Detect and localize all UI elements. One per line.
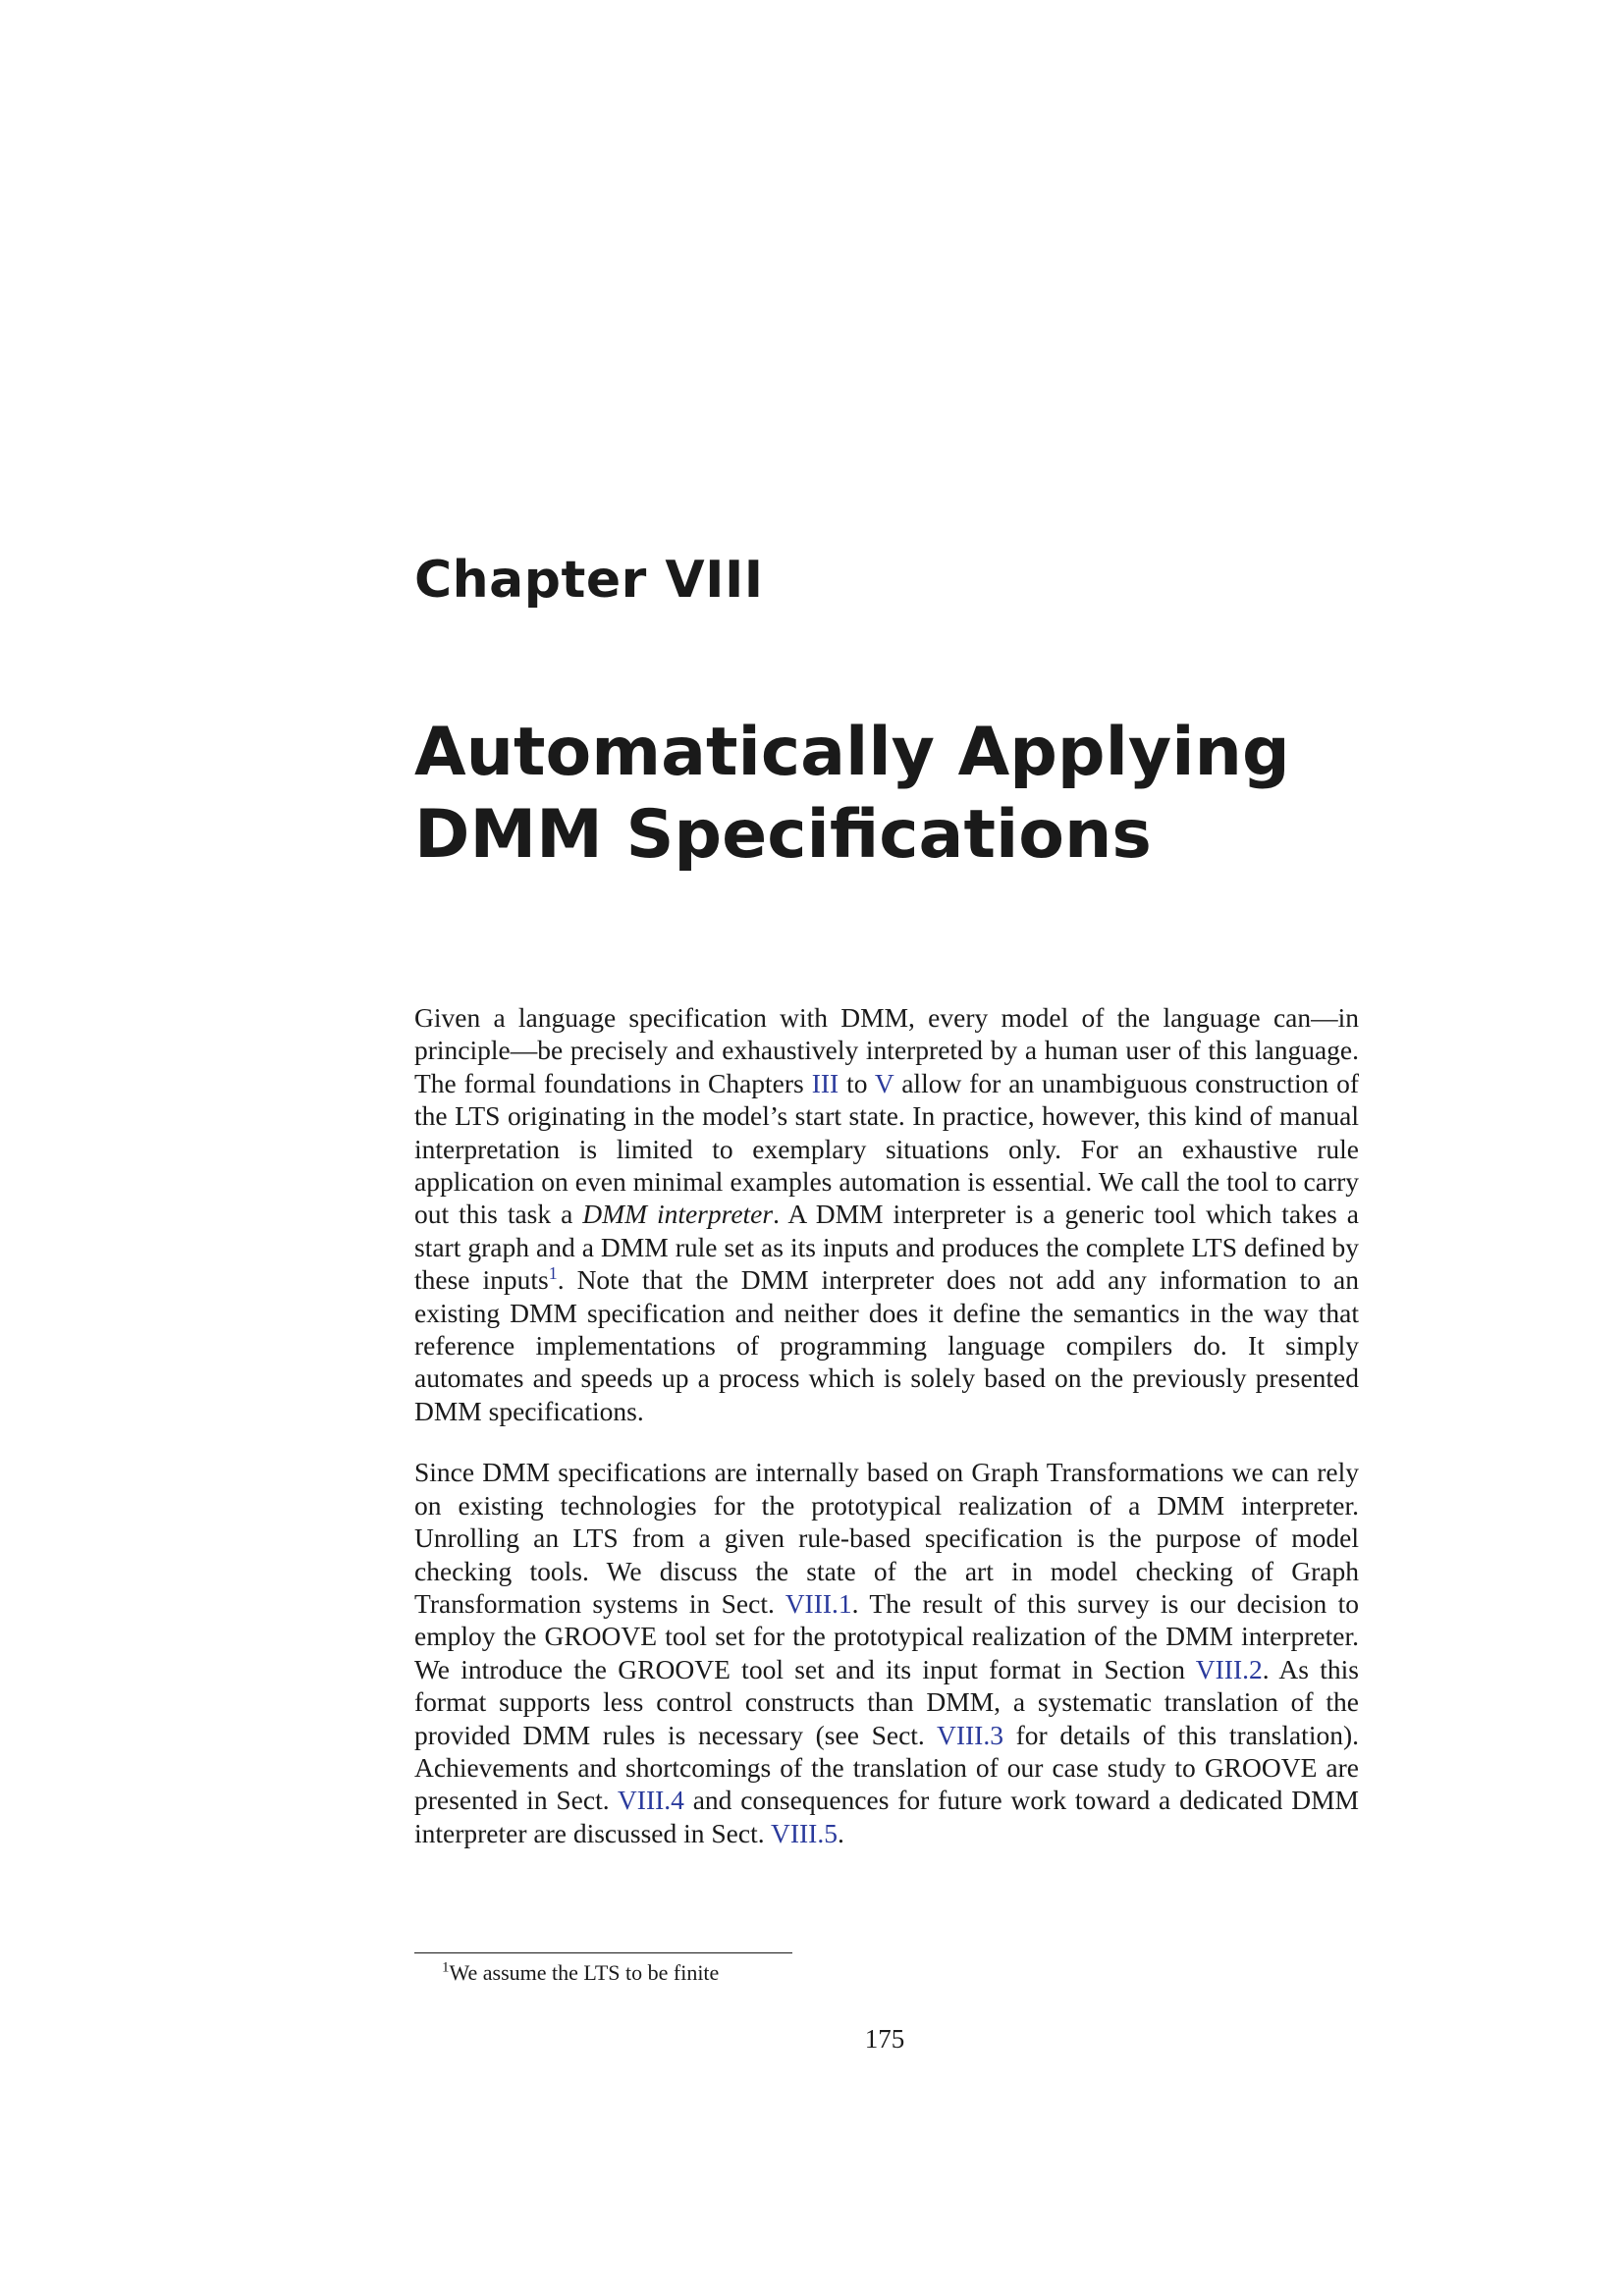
section-link-viii-4[interactable]: VIII.4	[617, 1785, 684, 1816]
section-link-viii-1[interactable]: VIII.1	[785, 1587, 852, 1619]
paragraph-2: Since DMM specifications are internally based on Graph Transformations we can rely on existing technologies for the prototypical realization of a DMM interpreter. Unrolling an LTS from a given rule-based specification is the purpose of model checking tools. We discuss the state of the art in model checking of Graph Transformation systems in Sect. VIII.1. The result of this survey is our decision to employ the GROOVE tool set for the prototypical realization of the DMM interpreter. We introduce the GROOVE tool set and its input format in Section VIII.2. As this format supports less control constructs than DMM, a systematic translation of the provided DMM rules is necessary (see Sect. VIII.3 for details of this translation). Achievements and shortcomings of the translation of our case study to GROOVE are presented in Sect. VIII.4 and consequences for future work toward a dedicated DMM interpreter are discussed in Sect. VIII.5.	[414, 1457, 1360, 1848]
chapter-label: Chapter VIII	[414, 551, 764, 610]
chapter-link-iii[interactable]: III	[811, 1067, 839, 1098]
paragraph-1: Given a language specification with DMM, every model of the language can—in principle—be precisely and exhaustively interpreted by a human user of this language. The formal foundations in Chapters III to V allow for an unambiguous construction of the LTS originating in the model’s start state. In practice, however, this kind of manual interpretation is limited to exemplary situations only. For an exhaustive rule application on even minimal examples automation is essential. We call the tool to carry out this task a DMM interpreter. A DMM interpreter is a generic tool which takes a start graph and a DMM rule set as its inputs and produces the complete LTS defined by these inputs$^1$. Note that the DMM interpreter does not add any information to an existing DMM specification and neither does it define the semantics in the way that reference implementations of programming language compilers do. It simply automates and speeds up a process which is solely based on the previously presented DMM specifications.	[414, 1002, 1360, 1426]
section-link-viii-3[interactable]: VIII.3	[937, 1719, 1003, 1750]
footnote-text: We assume the LTS to be finite	[449, 1960, 720, 1985]
section-link-viii-5[interactable]: VIII.5	[770, 1817, 838, 1848]
chapter-title: Automatically Applying DMM Specifications	[414, 714, 1290, 874]
chapter-link-v[interactable]: V	[874, 1067, 894, 1098]
chapter-intro	[414, 1001, 1359, 1878]
section-link-viii-2[interactable]: VIII.2	[1195, 1653, 1263, 1684]
term-dmm-interpreter: DMM interpreter	[582, 1199, 774, 1230]
footnote-1	[442, 1959, 719, 1987]
page-number: 175	[864, 2024, 905, 2054]
footnote-divider	[414, 1952, 792, 1953]
footnote-mark: 1	[442, 1959, 450, 1976]
footnote-ref-1[interactable]: 1	[548, 1263, 558, 1284]
